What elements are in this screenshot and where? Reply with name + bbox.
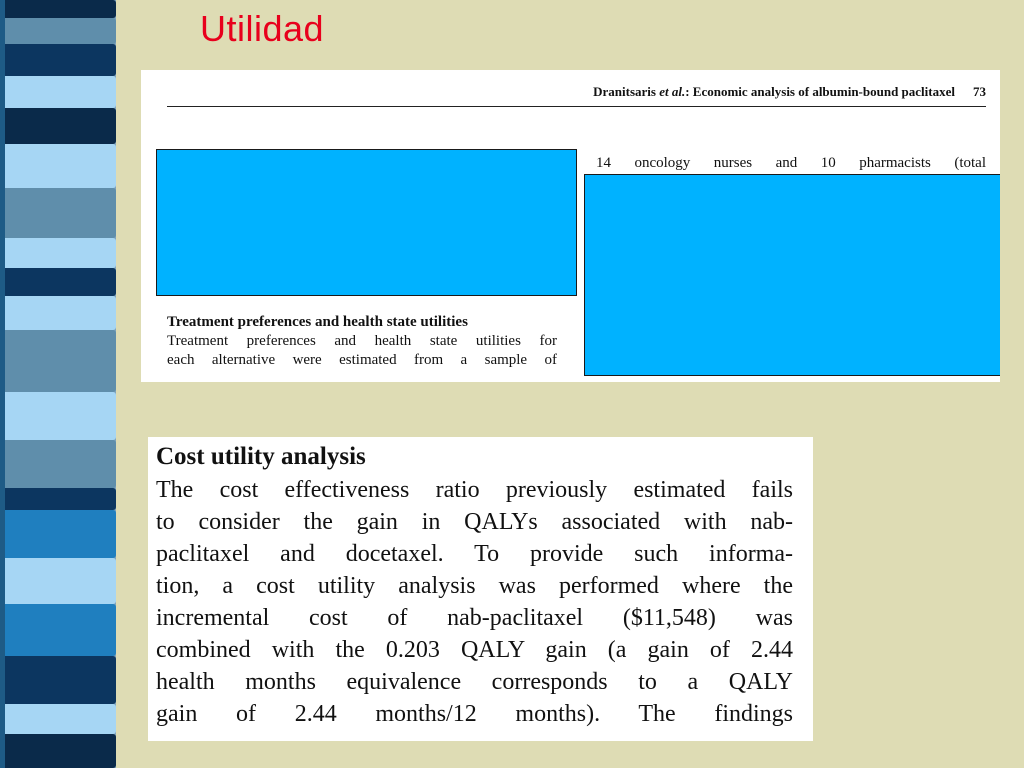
page-number: 73 [973, 84, 986, 99]
decorative-stripe [5, 330, 116, 392]
decorative-stripe [5, 0, 116, 18]
decorative-stripe [5, 296, 116, 330]
decorative-stripe [5, 18, 116, 44]
decorative-stripe [5, 44, 116, 76]
body-line: each alternative were estimated from a sample of [167, 352, 557, 368]
section-heading: Treatment preferences and health state utilities [167, 314, 468, 330]
cost-utility-heading: Cost utility analysis [156, 443, 366, 470]
decorative-stripe [5, 488, 116, 510]
document-excerpt-bottom [148, 437, 813, 741]
decorative-stripe [5, 604, 116, 656]
paragraph-line: The cost effectiveness ratio previously estimated fails [156, 477, 793, 503]
paragraph-line: combined with the 0.203 QALY gain (a gain of 2.44 [156, 637, 793, 663]
redaction-box-left [156, 149, 577, 296]
decorative-stripe [5, 440, 116, 488]
header-rule [167, 106, 986, 107]
decorative-stripe-band [0, 0, 116, 768]
paragraph-line: to consider the gain in QALYs associated with nab- [156, 509, 793, 535]
running-head [593, 84, 986, 100]
decorative-stripe [5, 704, 116, 734]
right-column-text: 14 oncology nurses and 10 pharmacists (total [596, 155, 986, 171]
paragraph-line: tion, a cost utility analysis was performed where the [156, 573, 793, 599]
paragraph-line: gain of 2.44 months/12 months). The findings [156, 701, 793, 727]
paragraph-line: paclitaxel and docetaxel. To provide such informa- [156, 541, 793, 567]
decorative-stripe [5, 144, 116, 188]
running-head-author: Dranitsaris [593, 84, 656, 99]
decorative-stripe [5, 108, 116, 144]
document-excerpt-top [141, 70, 1000, 382]
decorative-stripe [5, 188, 116, 238]
running-head-etal: et al. [659, 84, 686, 99]
decorative-stripe [5, 76, 116, 108]
decorative-stripe [5, 734, 116, 768]
paragraph-line: incremental cost of nab-paclitaxel ($11,548) was [156, 605, 793, 631]
body-line: Treatment preferences and health state utilities for [167, 333, 557, 349]
decorative-stripe [5, 238, 116, 268]
decorative-stripe [5, 558, 116, 604]
decorative-stripe [5, 510, 116, 558]
paragraph-line: health months equivalence corresponds to a QALY [156, 669, 793, 695]
paragraph-line-cut-off [156, 733, 793, 741]
redaction-box-right [584, 174, 1000, 376]
slide-title: Utilidad [200, 8, 325, 49]
decorative-stripe [5, 268, 116, 296]
decorative-stripe [5, 392, 116, 440]
decorative-stripe [5, 656, 116, 704]
running-head-title: : Economic analysis of albumin-bound paclitaxel [685, 84, 955, 99]
